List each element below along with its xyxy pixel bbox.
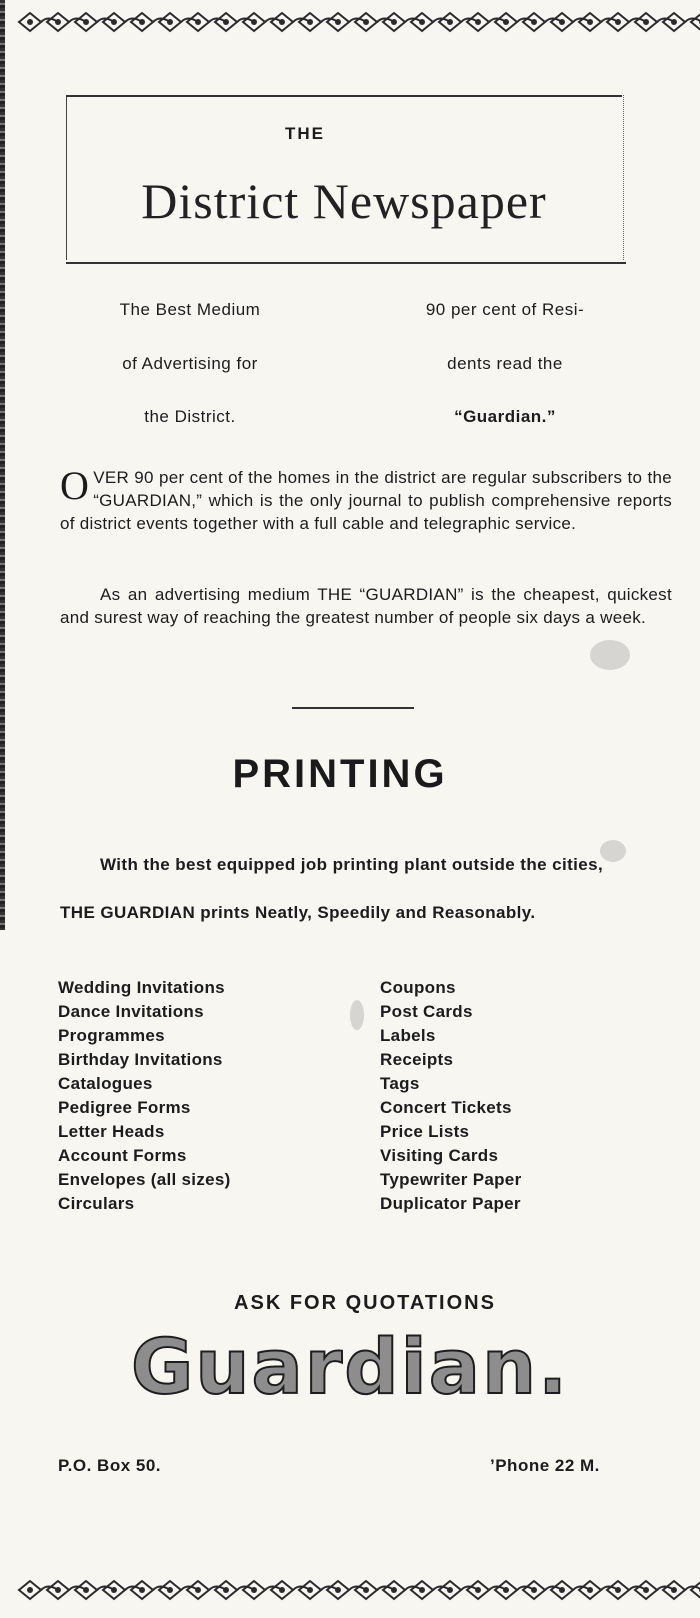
ornament-motif (467, 1581, 506, 1599)
left-column-line-1: The Best Medium (119, 300, 261, 319)
ornament-motif (75, 13, 114, 31)
service-item: Dance Invitations (58, 1002, 204, 1021)
ornamental-border-top (14, 2, 700, 42)
ornament-motif (215, 1581, 254, 1599)
phone-number: ’Phone 22 M. (490, 1456, 600, 1475)
ornament-motif (523, 1581, 562, 1599)
ornament-motif (439, 13, 478, 31)
ornament-motif (19, 13, 58, 31)
masthead-title: District Newspaper (141, 173, 547, 229)
ornament-motif (691, 1581, 700, 1599)
service-item: Coupons (380, 978, 456, 997)
ornament-motif (607, 13, 646, 31)
ornament-motif (691, 13, 700, 31)
ornament-motif (467, 13, 506, 31)
masthead-rule-bottom (66, 262, 626, 264)
ornament-motif (19, 1581, 58, 1599)
right-column-line-3: “Guardian.” (454, 407, 556, 426)
ask-for-quotations: ASK FOR QUOTATIONS (234, 1292, 496, 1314)
newspaper-name: Guardian. (131, 1322, 569, 1411)
ornament-motif (383, 13, 422, 31)
drop-cap: O (60, 463, 90, 508)
right-column-line-1: 90 per cent of Resi- (425, 300, 585, 319)
service-item: Birthday Invitations (58, 1050, 223, 1069)
ornament-motif (299, 13, 338, 31)
ornament-motif (103, 1581, 142, 1599)
printing-heading: PRINTING (232, 752, 448, 796)
print-speckle (590, 640, 630, 670)
ornament-motif (299, 1581, 338, 1599)
ornament-motif (131, 1581, 170, 1599)
ornament-motif (551, 1581, 590, 1599)
print-speckle (350, 1000, 364, 1030)
ornament-motif (215, 13, 254, 31)
ornament-motif (47, 13, 86, 31)
ornament-motif (383, 1581, 422, 1599)
section-divider (292, 707, 414, 709)
ornament-motif (103, 13, 142, 31)
service-item: Letter Heads (58, 1122, 165, 1141)
service-item: Duplicator Paper (380, 1194, 521, 1213)
paragraph-subscribers (60, 463, 672, 535)
ornament-motif (75, 1581, 114, 1599)
service-item: Tags (380, 1074, 420, 1093)
ornament-motif (551, 13, 590, 31)
ornament-motif (635, 1581, 674, 1599)
service-item: Programmes (58, 1026, 165, 1045)
po-box: P.O. Box 50. (58, 1456, 162, 1475)
services-list-right (380, 976, 521, 1216)
masthead-pretitle: THE (285, 124, 325, 143)
paragraph-subscribers-text: VER 90 per cent of the homes in the district are regular subscribers to the “GUARDIAN,” which is the only journal to publish comprehensive reports of district events together with a full cable and telegraphic service. (60, 468, 672, 533)
ornament-motif (495, 1581, 534, 1599)
print-speckle (600, 840, 626, 862)
service-item: Post Cards (380, 1002, 473, 1021)
service-item: Price Lists (380, 1122, 470, 1141)
ornament-motif (159, 13, 198, 31)
ornamental-border-bottom (14, 1570, 700, 1610)
service-item: Envelopes (all sizes) (58, 1170, 231, 1189)
printing-line-1: With the best equipped job printing plant outside the cities, (100, 855, 604, 874)
service-item: Circulars (58, 1194, 135, 1213)
ornament-motif (327, 1581, 366, 1599)
service-item: Labels (380, 1026, 436, 1045)
ornament-motif (271, 1581, 310, 1599)
ornament-motif (243, 1581, 282, 1599)
ornament-motif (579, 13, 618, 31)
ornament-motif (243, 13, 282, 31)
ornament-motif (187, 13, 226, 31)
ornament-motif (523, 13, 562, 31)
ornament-motif (607, 1581, 646, 1599)
service-item: Wedding Invitations (58, 978, 225, 997)
ornament-motif (439, 1581, 478, 1599)
ornament-motif (131, 13, 170, 31)
left-column-line-2: of Advertising for (122, 354, 258, 373)
ornament-motif (411, 13, 450, 31)
masthead-rule-top (66, 95, 622, 97)
paragraph-advertising: As an advertising medium THE “GUARDIAN” is the cheapest, quickest and surest way of reaching the greatest number of people six days a week. (60, 585, 672, 627)
service-item: Account Forms (58, 1146, 187, 1165)
service-item: Catalogues (58, 1074, 153, 1093)
scan-edge-shadow (0, 0, 5, 930)
ornament-motif (411, 1581, 450, 1599)
ornament-motif (327, 13, 366, 31)
services-list-left (58, 976, 231, 1216)
service-item: Visiting Cards (380, 1146, 499, 1165)
service-item: Concert Tickets (380, 1098, 512, 1117)
service-item: Pedigree Forms (58, 1098, 191, 1117)
ornament-motif (187, 1581, 226, 1599)
service-item: Receipts (380, 1050, 454, 1069)
ornament-motif (271, 13, 310, 31)
ornament-top-svg (14, 2, 700, 42)
ornament-motif (159, 1581, 198, 1599)
ornament-motif (495, 13, 534, 31)
left-column-line-3: the District. (144, 407, 236, 426)
ornament-motif (663, 13, 700, 31)
ornament-motif (663, 1581, 700, 1599)
ornament-motif (47, 1581, 86, 1599)
ornament-bottom-svg (14, 1570, 700, 1610)
ornament-motif (355, 1581, 394, 1599)
ornament-motif (635, 13, 674, 31)
ornament-motif (355, 13, 394, 31)
ornament-motif (579, 1581, 618, 1599)
right-column-line-2: dents read the (447, 354, 563, 373)
printing-line-2: THE GUARDIAN prints Neatly, Speedily and Reasonably. (60, 903, 536, 922)
service-item: Typewriter Paper (380, 1170, 522, 1189)
